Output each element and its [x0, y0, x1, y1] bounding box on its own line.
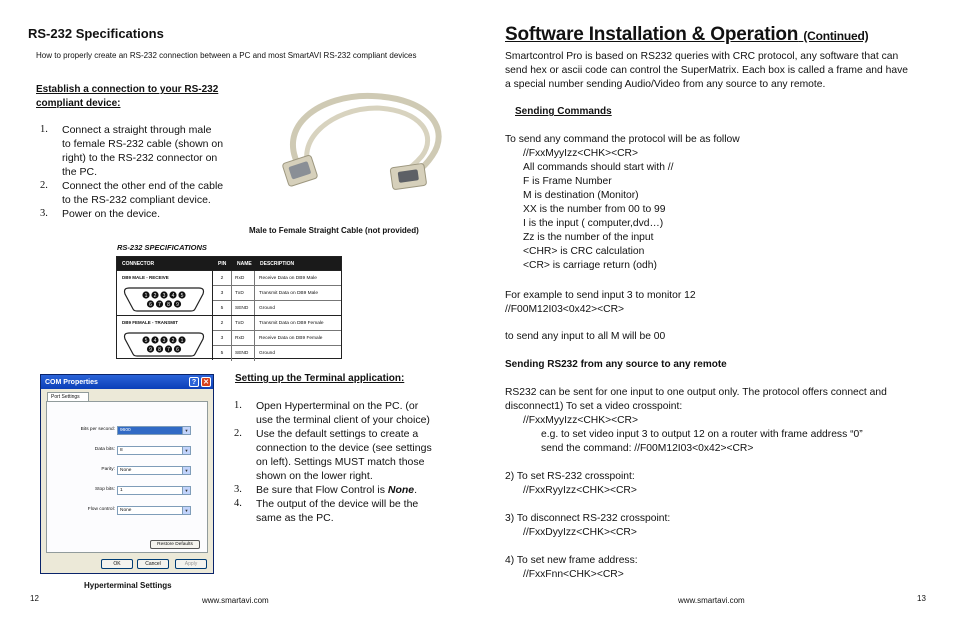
list-line: [256, 469, 456, 483]
dialog-title: COM Properties: [45, 378, 98, 386]
list-line: [62, 123, 242, 137]
spec-rows: [213, 316, 341, 361]
setting-value: None: [120, 468, 132, 473]
description-cell: Ground: [259, 351, 275, 356]
name-cell: RxD: [232, 271, 255, 285]
setting-dropdown[interactable]: [117, 426, 191, 435]
chevron-down-icon[interactable]: ▼: [182, 467, 190, 474]
list-number: 2.: [40, 180, 48, 191]
list-line-text: to female RS-232 cable (shown on: [62, 138, 224, 150]
list-line-text: right) to the RS-232 connector on: [62, 152, 218, 164]
setting-label: Stop bits:: [95, 487, 115, 492]
pin-number: 9: [149, 346, 152, 353]
pin-number: 5: [144, 337, 148, 344]
list-line: [62, 193, 242, 207]
restore-defaults-button[interactable]: Restore Defaults: [150, 540, 200, 549]
setting-value: 1: [120, 488, 123, 493]
connector-label: DB9 MALE - RECEIVE: [122, 275, 169, 280]
pin-cell: 2: [213, 316, 232, 330]
setting-dropdown[interactable]: [117, 506, 191, 515]
setting-label: Data bits:: [94, 447, 115, 452]
pin-cell: 5: [213, 346, 232, 361]
com-properties-dialog: [40, 374, 214, 574]
setting-dropdown[interactable]: [117, 466, 191, 475]
setting-dropdown[interactable]: [117, 446, 191, 455]
rs232-specs-heading: RS-232 Specifications: [28, 26, 164, 41]
header-pin: PIN: [218, 260, 227, 267]
pin-number: 3: [162, 292, 166, 299]
list-line-text: on left). Settings MUST match those: [256, 456, 425, 468]
list-line-text: use the terminal client of your choice): [256, 414, 430, 426]
list-line: [62, 207, 242, 221]
description-cell: Transmit Data on DB9 Female: [259, 320, 324, 326]
chevron-down-icon[interactable]: ▼: [182, 447, 190, 454]
chevron-down-icon[interactable]: ▼: [182, 427, 190, 434]
rs232-heading: Sending RS232 from any source to any remote: [505, 359, 727, 370]
close-icon[interactable]: ✕: [201, 377, 211, 387]
setting-field: [47, 506, 207, 516]
command-4: //FxxFnn<CHK><CR>: [523, 569, 624, 580]
example-1: For example to send input 3 to monitor 12 //F00M12I03<0x42><CR>: [505, 290, 696, 315]
list-line-text: Use the default settings to create a: [256, 428, 419, 440]
pin-cell: 5: [213, 301, 232, 316]
protocol-line: Zz is the number of the input: [523, 232, 654, 243]
db9-connector-icon: [121, 330, 207, 358]
rs232-cable-image: [262, 86, 452, 218]
header-connector: CONNECTOR: [122, 260, 155, 267]
spec-row: [213, 316, 341, 331]
header-name: NAME: [237, 260, 252, 267]
help-icon[interactable]: ?: [189, 377, 199, 387]
chevron-down-icon[interactable]: ▼: [182, 487, 190, 494]
page-number-left: 12: [30, 594, 39, 603]
list-item: [40, 179, 242, 207]
pin-number: 1: [180, 337, 184, 344]
list-item: [234, 399, 456, 427]
spec-table-header: [117, 257, 341, 270]
description-cell: Ground: [259, 306, 275, 311]
tab-port-settings[interactable]: Port Settings: [47, 392, 89, 402]
list-line: [62, 165, 242, 179]
list-text: [256, 497, 456, 525]
command-1: //FxxMyyIzz<CHK><CR>: [523, 415, 639, 426]
spec-row: [213, 271, 341, 286]
pin-number: 3: [162, 337, 166, 344]
command-3: //FxxDyyIzz<CHK><CR>: [523, 527, 637, 538]
page-number-right: 13: [917, 594, 926, 603]
list-text: [62, 207, 242, 221]
pin-number: 5: [180, 292, 184, 299]
list-line: [256, 455, 456, 469]
pin-number: 2: [171, 337, 175, 344]
list-item: [234, 497, 456, 525]
page-title: Software Installation & Operation (Continued): [505, 24, 869, 45]
header-description: DESCRIPTION: [260, 260, 295, 267]
apply-button[interactable]: Apply: [175, 559, 207, 569]
setting-value: 8: [120, 448, 123, 453]
list-line-text: shown on the lower right.: [256, 470, 373, 482]
establish-steps: [40, 123, 242, 221]
establish-heading: Establish a connection to your RS-232 compliant device:: [36, 84, 219, 109]
setting-label: Bits per second:: [80, 427, 115, 432]
rs232-spec-table: [116, 256, 342, 359]
footer-url-right: www.smartavi.com: [678, 596, 745, 605]
protocol-line: I is the input ( computer,dvd…): [523, 218, 664, 229]
spec-block: [117, 270, 341, 315]
protocol-lines: [523, 147, 674, 273]
description-cell: Transmit Data on DB9 Male: [259, 290, 319, 296]
list-item: [40, 207, 242, 221]
chevron-down-icon[interactable]: ▼: [182, 507, 190, 514]
list-line-text: Power on the device.: [62, 208, 161, 220]
name-cell: SEND: [232, 301, 255, 316]
list-line-text: Be sure that Flow Control is: [256, 484, 388, 496]
list-line: [62, 151, 242, 165]
cancel-button[interactable]: Cancel: [137, 559, 169, 569]
description-cell: Receive Data on DB9 Female: [259, 335, 323, 341]
list-item: [40, 123, 242, 179]
pin-cell: 2: [213, 271, 232, 285]
terminal-steps: [234, 399, 456, 525]
right-page: [477, 0, 954, 618]
list-number: 3.: [234, 484, 242, 495]
list-line-tail: .: [414, 484, 418, 496]
pin-number: 6: [176, 346, 179, 353]
list-line-text: The output of the device will be the: [256, 498, 419, 510]
pin-number: 4: [171, 292, 175, 299]
list-line: [256, 511, 456, 525]
list-item: [234, 483, 456, 497]
pin-number: 9: [176, 301, 179, 308]
connector-label: DB9 FEMALE - TRANSMIT: [122, 320, 178, 325]
protocol-line: <CR> is carriage return (odh): [523, 260, 657, 271]
protocol-line: M is destination (Monitor): [523, 190, 639, 201]
rs232-paragraph: RS232 can be sent for one input to one output only. The protocol offers connect and disconnect1) To set a video crosspoint:: [505, 387, 887, 412]
list-line-text: Open Hyperterminal on the PC. (or: [256, 400, 419, 412]
command-1-example: e.g. to set video input 3 to output 12 on a router with frame address “0” send the command: //F00M12I03<0x42><CR>: [541, 429, 863, 454]
list-line: [256, 427, 456, 441]
connector-cell: [117, 316, 213, 360]
list-line: [256, 441, 456, 455]
protocol-line: F is Frame Number: [523, 176, 612, 187]
list-text: [256, 399, 456, 427]
list-line-text: Connect the other end of the cable: [62, 180, 224, 192]
name-cell: RxD: [232, 331, 255, 345]
list-line: [256, 483, 456, 497]
step-3: 3) To disconnect RS-232 crosspoint:: [505, 513, 671, 524]
intro-text: How to properly create an RS-232 connection between a PC and most SmartAVI RS-232 compliant devices: [36, 51, 417, 60]
list-number: 1.: [234, 400, 242, 411]
spec-title: RS-232 SPECIFICATIONS: [117, 243, 207, 252]
spec-row: [213, 301, 341, 316]
list-text: [256, 427, 456, 483]
setting-label: Flow control:: [87, 507, 115, 512]
list-line-text: same as the PC.: [256, 512, 334, 524]
dialog-caption: Hyperterminal Settings: [84, 581, 172, 590]
setting-value: None: [120, 508, 132, 513]
port-settings-panel: [46, 401, 208, 553]
setting-label: Parity:: [101, 467, 115, 472]
footer-url-left: www.smartavi.com: [202, 596, 269, 605]
name-cell: TxD: [232, 286, 255, 300]
command-2: //FxxRyyIzz<CHK><CR>: [523, 485, 637, 496]
setting-field: [47, 486, 207, 496]
pin-cell: 3: [213, 331, 232, 345]
list-item: [234, 427, 456, 483]
setting-value: 9600: [120, 428, 131, 433]
ok-button[interactable]: OK: [101, 559, 133, 569]
pin-cell: 3: [213, 286, 232, 300]
list-line-text: the PC.: [62, 166, 98, 178]
example-2: to send any input to all M will be 00: [505, 331, 666, 342]
spec-row: [213, 346, 341, 361]
terminal-heading: Setting up the Terminal application:: [235, 373, 405, 384]
list-line: [62, 137, 242, 151]
emphasis-text: None: [387, 484, 415, 496]
protocol-line: XX is the number from 00 to 99: [523, 204, 666, 215]
list-line: [256, 413, 456, 427]
list-number: 3.: [40, 208, 48, 219]
name-cell: SEND: [232, 346, 255, 361]
step-2: 2) To set RS-232 crosspoint:: [505, 471, 635, 482]
spec-rows: [213, 271, 341, 316]
description-cell: Receive Data on DB9 Male: [259, 275, 317, 281]
list-number: 2.: [234, 428, 242, 439]
setting-field: [47, 426, 207, 436]
list-line-text: Connect a straight through male: [62, 124, 212, 136]
pin-number: 6: [149, 301, 152, 308]
protocol-intro: To send any command the protocol will be as follow: [505, 134, 740, 145]
connector-cell: [117, 271, 213, 315]
list-line-text: to the RS-232 compliant device.: [62, 194, 211, 206]
pin-number: 7: [167, 346, 170, 353]
list-number: 4.: [234, 498, 242, 509]
list-number: 1.: [40, 124, 48, 135]
sending-commands-heading: Sending Commands: [515, 106, 612, 117]
cable-caption: Male to Female Straight Cable (not provided): [249, 226, 419, 235]
intro-paragraph: Smartcontrol Pro is based on RS232 queries with CRC protocol, any software that can send hex or ascii code can control the SuperMatrix. Each box is called a frame and have a special number sending Audio/Video from any source to any remote.: [505, 51, 908, 90]
list-line: [256, 399, 456, 413]
spec-row: [213, 286, 341, 301]
list-line: [62, 179, 242, 193]
spec-block: [117, 315, 341, 360]
pin-number: 4: [153, 337, 157, 344]
list-line: [256, 497, 456, 511]
list-text: [256, 483, 456, 497]
dialog-titlebar: [41, 375, 213, 389]
setting-dropdown[interactable]: [117, 486, 191, 495]
pin-number: 2: [153, 292, 157, 299]
db9-connector-icon: [121, 285, 207, 313]
pin-number: 1: [144, 292, 148, 299]
protocol-line: All commands should start with //: [523, 162, 674, 173]
list-line-text: connection to the device (see settings: [256, 442, 432, 454]
setting-field: [47, 446, 207, 456]
protocol-line: <CHR> is CRC calculation: [523, 246, 645, 257]
setting-field: [47, 466, 207, 476]
list-text: [62, 179, 242, 207]
name-cell: TxD: [232, 316, 255, 330]
list-text: [62, 123, 242, 179]
step-4: 4) To set new frame address:: [505, 555, 638, 566]
protocol-line: //FxxMyyIzz<CHK><CR>: [523, 148, 639, 159]
spec-row: [213, 331, 341, 346]
pin-number: 7: [158, 301, 161, 308]
spec-blocks: [117, 270, 341, 360]
pin-number: 8: [158, 346, 161, 353]
pin-number: 8: [167, 301, 170, 308]
